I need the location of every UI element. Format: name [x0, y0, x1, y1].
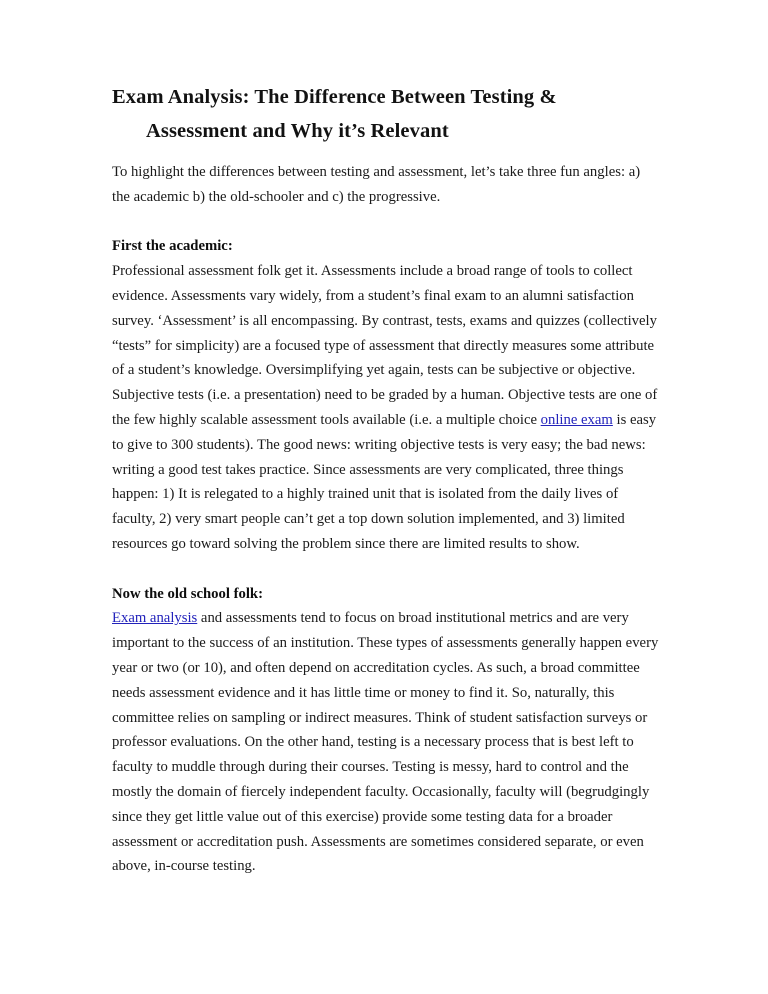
section-heading-academic: First the academic: — [112, 238, 233, 255]
page-title-line-2: Assessment and Why it’s Relevant — [146, 120, 449, 142]
academic-body-text-before-link: Professional assessment folk get it. Assessments include a broad range of tools to collect evidence. Assessments vary widely, from a student’s final exam to an alumni satisfaction survey. ‘Assessment’ is all encompassing. By contrast, tests, exams and quizzes (collectively “tests” for simplicity) are a focused type of assessment that directly measures some attribute of a student’s knowledge. Oversimplifying yet again, tests can be subjective or objective. Subjective tests (i.e. a presentation) need to be graded by a human. Objective tests are one of the few highly scalable assessment tools available (i.e. a multiple choice — [112, 263, 658, 428]
old-school-body-text-after-link: and assessments tend to focus on broad institutional metrics and are very important to the success of an institution. These types of assessments generally happen every year or two (or 10), and often depend on accreditation cycles. As such, a broad committee needs assessment evidence and it has little time or money to find it. So, naturally, this committee relies on sampling or indirect measures. Think of student satisfaction surveys or professor evaluations. On the other hand, testing is a necessary process that is best left to faculty to muddle through during their courses. Testing is messy, hard to control and the mostly the domain of fiercely independent faculty. Occasionally, faculty will (begrudgingly since they get little value out of this exercise) provide some testing data for a broader assessment or accreditation push. Assessments are sometimes considered separate, or even above, in-course testing. — [112, 610, 659, 875]
section-body-old-school — [112, 606, 660, 879]
paragraph-spacer — [112, 210, 660, 235]
page-title — [112, 80, 660, 148]
page-title-line-1: Exam Analysis: The Difference Between Testing & — [112, 86, 557, 108]
online-exam-link[interactable]: online exam — [540, 411, 613, 428]
section-heading-old-school: Now the old school folk: — [112, 585, 263, 602]
paragraph-spacer-2 — [112, 557, 660, 582]
section-body-academic — [112, 259, 660, 557]
academic-body-text-after-link: is easy to give to 300 students). The good news: writing objective tests is very easy; the bad news: writing a good test takes practice. Since assessments are very complicated, three things happen: 1) It is relegated to a highly trained unit that is isolated from the daily lives of faculty, 2) very smart people can’t get a top down solution implemented, and 3) limited resources go toward solving the problem since there are limited results to show. — [112, 411, 657, 552]
exam-analysis-link[interactable]: Exam analysis — [112, 610, 198, 627]
intro-paragraph: To highlight the differences between testing and assessment, let’s take three fun angles: a) the academic b) the old-schooler and c) the progressive. — [112, 164, 641, 205]
document-content — [112, 80, 660, 879]
